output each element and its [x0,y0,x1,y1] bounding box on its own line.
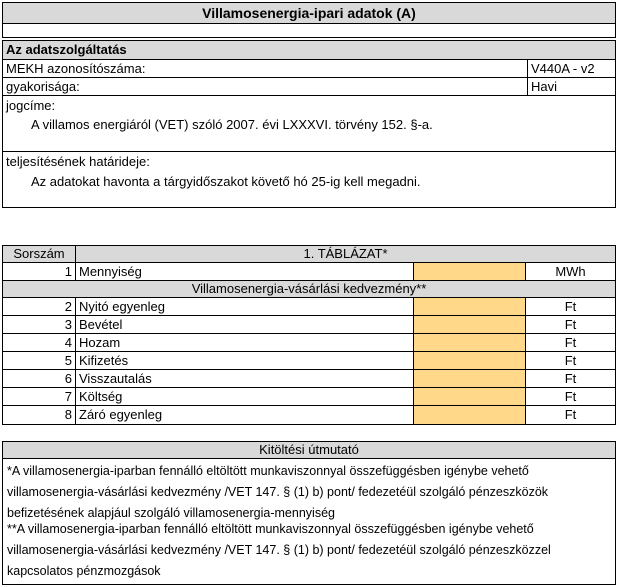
value-input[interactable] [414,316,526,334]
value-input[interactable] [414,352,526,370]
guide-note-2: **A villamosenergia-iparban fennálló eltöltött munkaviszonnyal összefüggésben igénybe vehető villamosenergia-vásárlási kedvezmény /VET 147. § (1) b) pont/ fedezetéül szolgáló pénzeszközzel kapcsolatos pénzmozgások [7,522,551,578]
page-title: Villamosenergia-ipari adatok (A) [2,2,616,24]
unit-label: MWh [526,263,615,281]
row-label: Visszautalás [76,370,414,388]
unit-label: Ft [526,352,615,370]
row-label: Költség [76,388,414,406]
row-number: 8 [3,406,76,424]
row-label: Nyitó egyenleg [76,298,414,316]
provider-divider [3,151,615,152]
row-number: 5 [3,352,76,370]
row-label: Bevétel [76,316,414,334]
unit-label: Ft [526,370,615,388]
value-input[interactable] [414,406,526,424]
row-number: 3 [3,316,76,334]
subheader-discount: Villamosenergia-vásárlási kedvezmény** [3,281,615,298]
value-input[interactable] [414,388,526,406]
deadline-label: teljesítésének határideje: [6,154,150,169]
row-label: Záró egyenleg [76,406,414,424]
provider-section-title: Az adatszolgáltatás [3,41,615,60]
value-input[interactable] [414,298,526,316]
row-label: Mennyiség [76,263,414,281]
row-number: 4 [3,334,76,352]
unit-label: Ft [526,388,615,406]
frequency-label: gyakorisága: [3,78,527,96]
deadline-text: Az adatokat havonta a tárgyidőszakot követő hó 25-ig kell megadni. [31,174,421,189]
row-number: 7 [3,388,76,406]
col-header-sorszam: Sorszám [3,246,76,263]
row-label: Kifizetés [76,352,414,370]
row-label: Hozam [76,334,414,352]
guide-title: Kitöltési útmutató [3,442,615,459]
value-input[interactable] [414,370,526,388]
legal-basis-label: jogcíme: [6,98,56,113]
unit-label: Ft [526,334,615,352]
value-input[interactable] [414,263,526,281]
row-number: 1 [3,263,76,281]
value-input[interactable] [414,334,526,352]
col-header-table-title: 1. TÁBLÁZAT* [76,246,615,263]
row-number: 2 [3,298,76,316]
mekh-value: V440A - v2 [527,60,615,78]
title-spacer [2,24,616,38]
guide-note-1: *A villamosenergia-iparban fennálló eltöltött munkaviszonnyal összefüggésben igénybe vehető villamosenergia-vásárlási kedvezmény /VET 147. § (1) b) pont/ fedezetéül szolgáló pénzeszközök befizetésének alapjául szolgáló villamosenergia-mennyiség [7,464,549,520]
row-number: 6 [3,370,76,388]
legal-basis-text: A villamos energiáról (VET) szóló 2007. évi LXXXVI. törvény 152. §-a. [31,117,433,132]
unit-label: Ft [526,316,615,334]
unit-label: Ft [564,407,577,422]
mekh-label: MEKH azonosítószáma: [3,60,527,78]
unit-label: Ft [526,298,615,316]
frequency-value: Havi [527,78,615,96]
